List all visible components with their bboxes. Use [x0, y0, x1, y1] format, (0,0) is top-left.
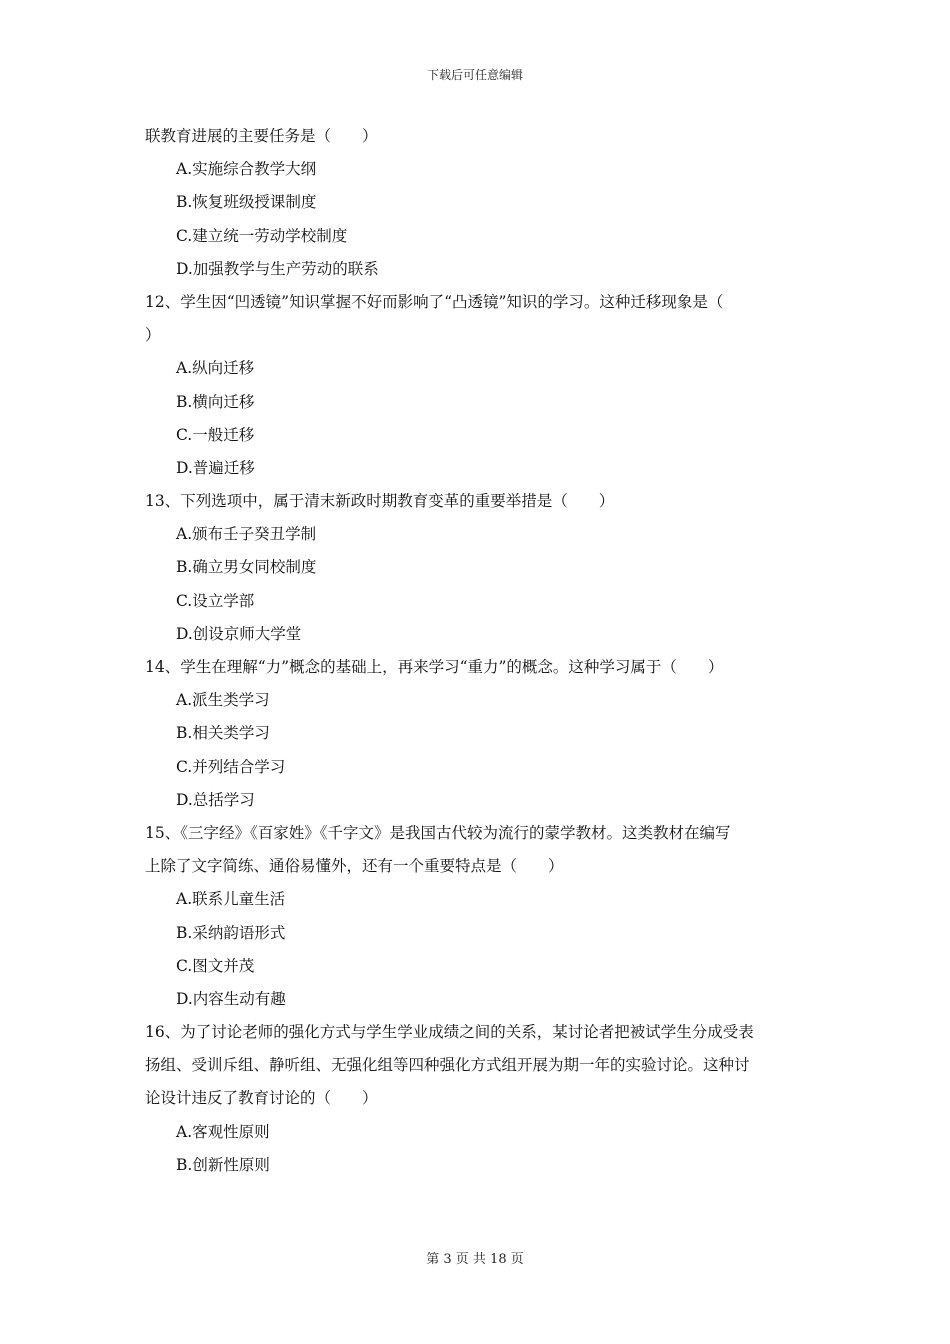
- answer-option: C.设立学部: [176, 591, 255, 610]
- answer-option: C.并列结合学习: [176, 757, 286, 776]
- answer-option: D.加强教学与生产劳动的联系: [176, 259, 379, 278]
- question-content: [145, 124, 810, 1186]
- answer-option: B.采纳韵语形式: [176, 923, 286, 942]
- question-text: 扬组、受训斥组、静听组、无强化组等四种强化方式组开展为期一年的实验讨论。这种讨: [145, 1056, 750, 1075]
- answer-option: B.恢复班级授课制度: [176, 193, 317, 212]
- answer-option: A.客观性原则: [176, 1122, 270, 1141]
- answer-option: D.内容生动有趣: [176, 989, 286, 1008]
- answer-option: C.建立统一劳动学校制度: [176, 226, 348, 245]
- answer-option: A.纵向迁移: [176, 359, 255, 378]
- answer-option: C.图文并茂: [176, 956, 255, 975]
- answer-option: C.一般迁移: [176, 425, 255, 444]
- answer-option: B.横向迁移: [176, 392, 255, 411]
- answer-option: A.颁布壬子癸丑学制: [176, 525, 317, 544]
- answer-option: D.普遍迁移: [176, 458, 255, 477]
- answer-option: D.创设京师大学堂: [176, 624, 302, 643]
- question-text: 13、下列选项中，属于清末新政时期教育变革的重要举措是（ ）: [145, 492, 615, 511]
- question-text: ）: [145, 326, 161, 345]
- answer-option: A.派生类学习: [176, 691, 270, 710]
- answer-option: B.确立男女同校制度: [176, 558, 317, 577]
- page-footer: 第 3 页 共 18 页: [426, 1252, 524, 1267]
- question-text: 12、学生因“凹透镜”知识掌握不好而影响了“凸透镜”知识的学习。这种迁移现象是（: [145, 292, 724, 311]
- page-header: 下载后可任意编辑: [426, 68, 523, 82]
- answer-option: D.总括学习: [176, 790, 255, 809]
- question-text: 15、《三字经》《百家姓》《千字文》是我国古代较为流行的蒙学教材。这类教材在编写: [145, 823, 731, 842]
- answer-option: B.相关类学习: [176, 724, 270, 743]
- answer-option: B.创新性原则: [176, 1155, 270, 1174]
- answer-option: A.实施综合教学大纲: [176, 160, 317, 179]
- question-text: 16、为了讨论老师的强化方式与学生学业成绩之间的关系，某讨论者把被试学生分成受表: [145, 1023, 754, 1042]
- answer-option: A.联系儿童生活: [176, 890, 286, 909]
- question-text: 联教育进展的主要任务是（ ）: [145, 127, 378, 145]
- question-text: 14、学生在理解“力”概念的基础上，再来学习“重力”的概念。这种学习属于（ ）: [145, 658, 724, 676]
- question-text: 论设计违反了教育讨论的（ ）: [145, 1089, 378, 1108]
- question-text: 上除了文字简练、通俗易懂外，还有一个重要特点是（ ）: [145, 857, 564, 876]
